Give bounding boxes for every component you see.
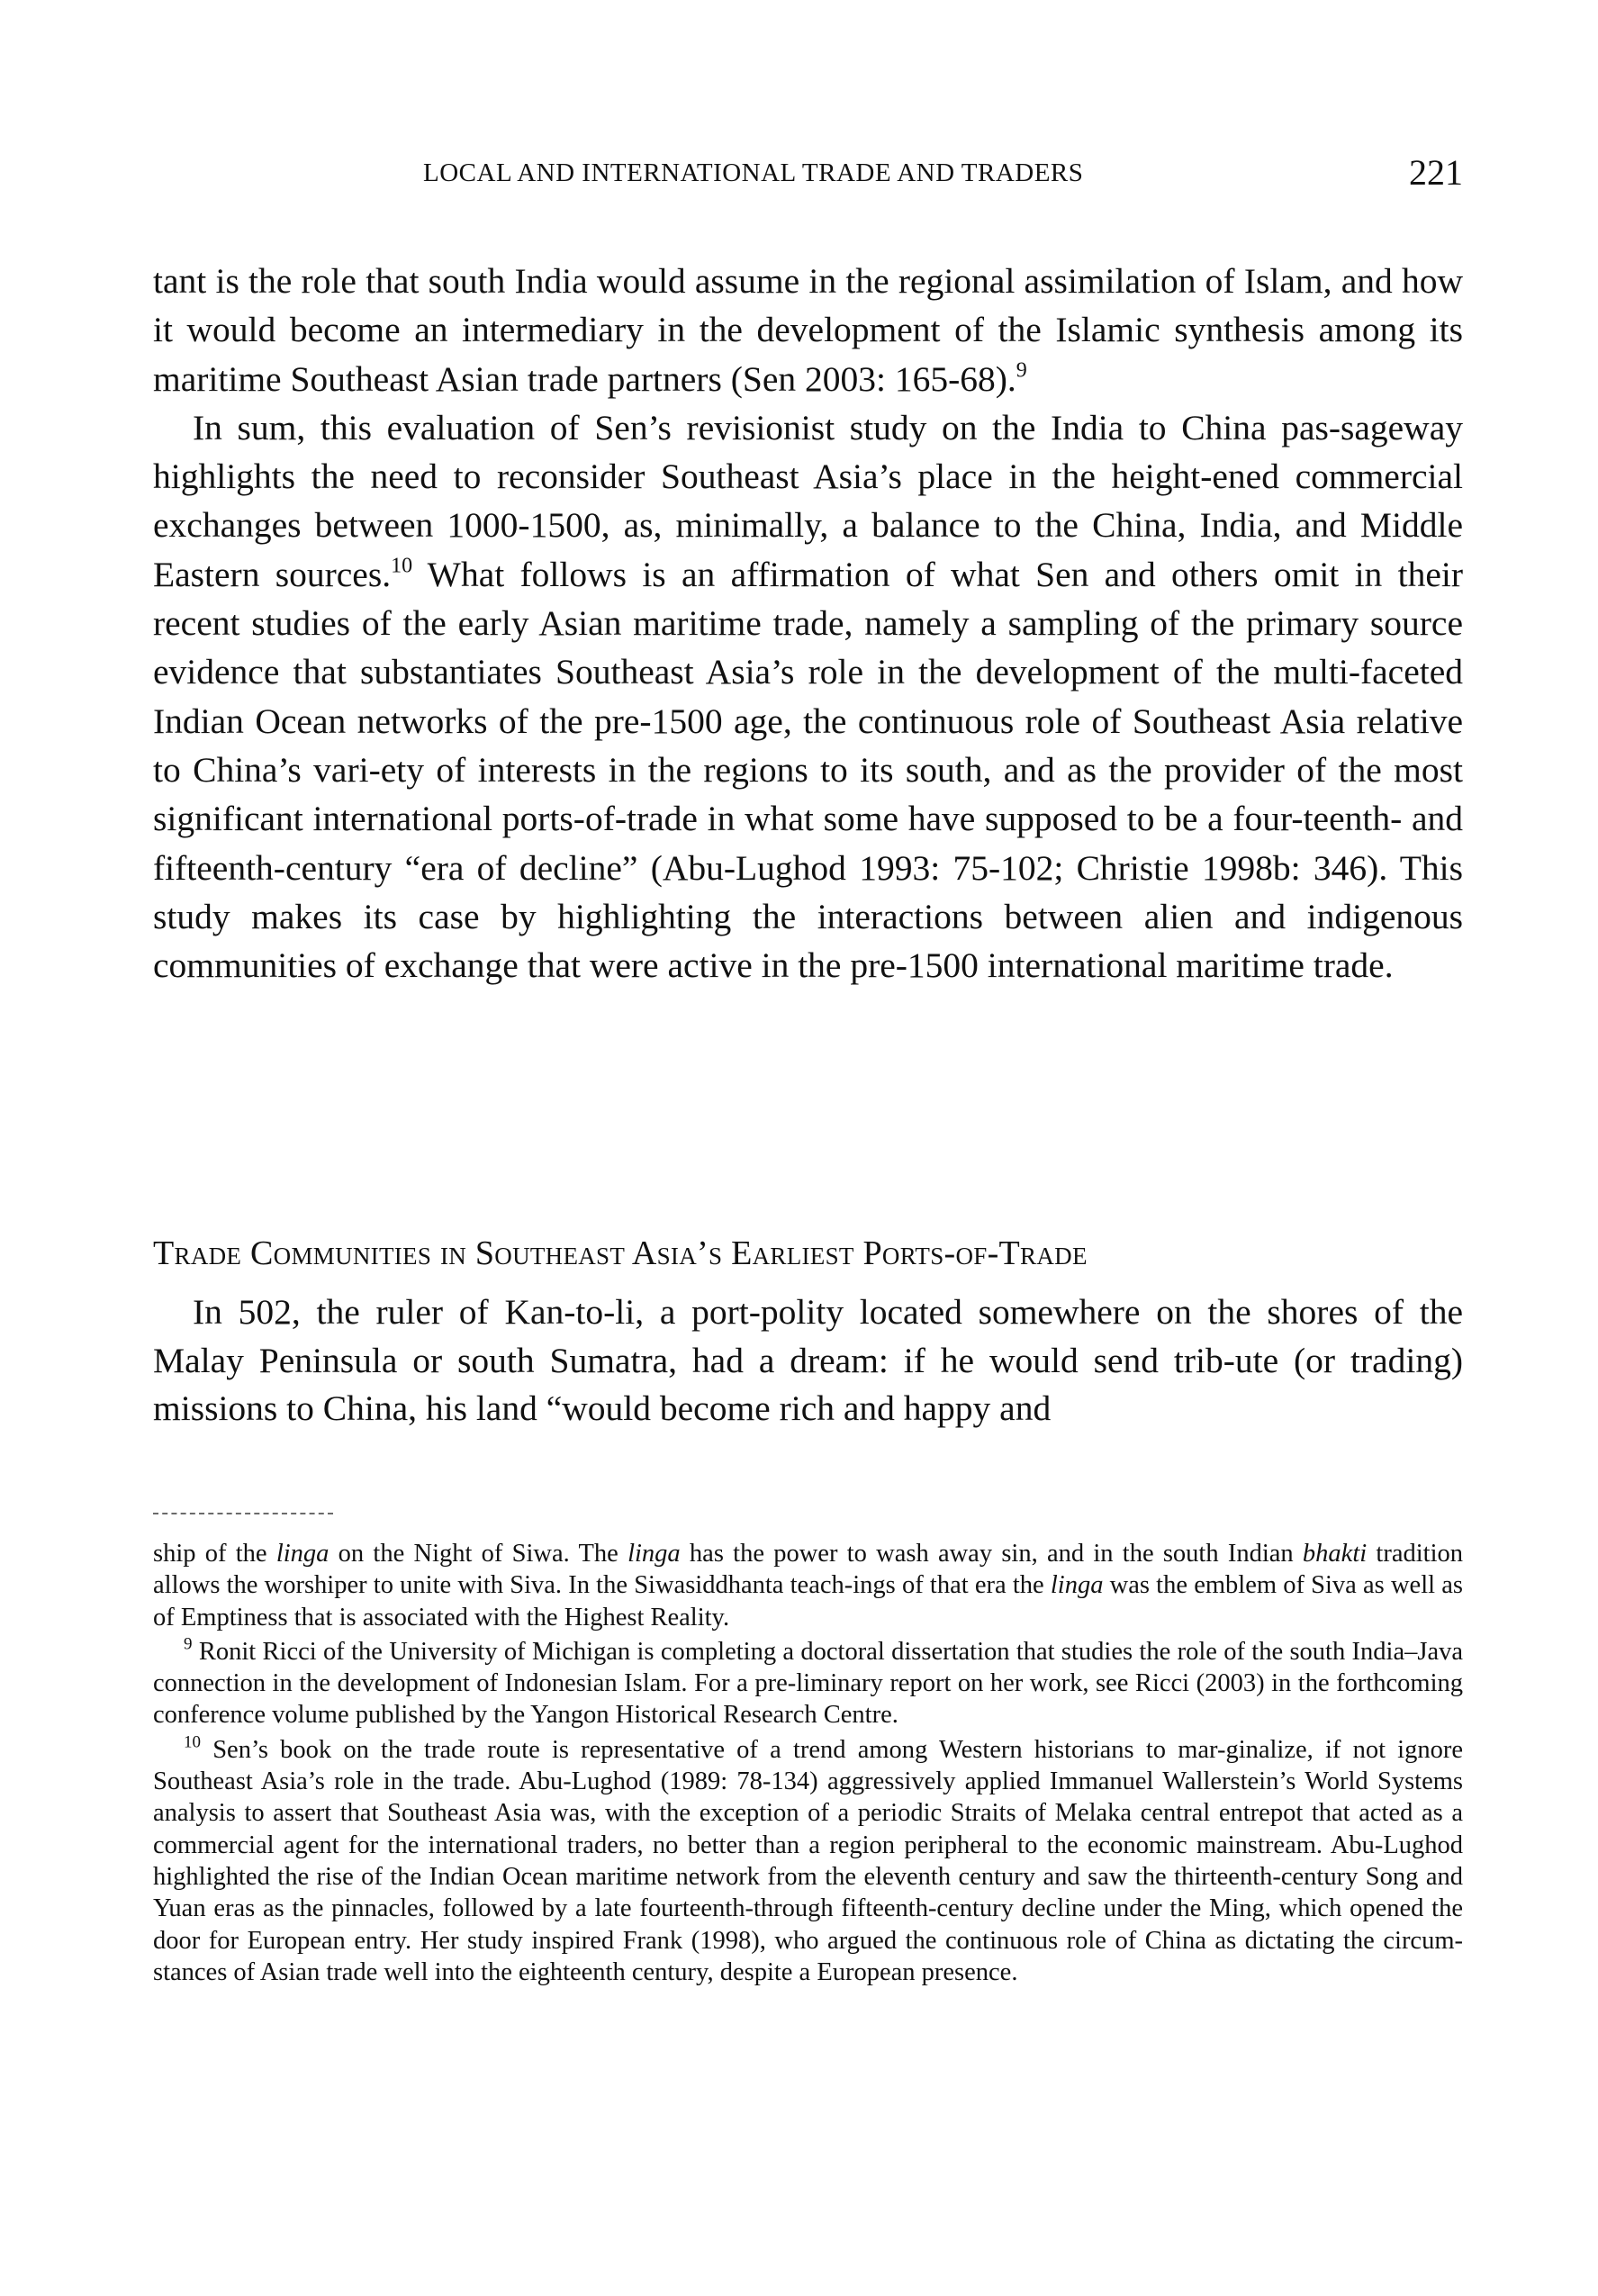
footnote-text: tradition allows the worshiper to unite with Siva. In the Siwasiddhanta teach-ings of that era the — [153, 1540, 1463, 1600]
footnote-continued — [153, 1538, 1463, 1633]
footnote-text: on the Night of Siwa. The — [329, 1540, 628, 1568]
footnote-text: Sen’s book on the trade route is representative of a trend among Western historians to mar-ginalize, if not ignore Southeast Asia’s role in the trade. Abu-Lughod (1989: 78-134) aggressively applied Immanuel Wallerstein’s World Systems analysis to assert that Southeast Asia was, with the exception of a periodic Straits of Melaka central entrepot that acted as a commercial agent for the international traders, no better than a region peripheral to the economic mainstream. Abu-Lughod highlighted the rise of the Indian Ocean maritime network from the eleventh century and saw the thirteenth-century Song and Yuan eras as the pinnacles, followed by a late fourteenth-through fifteenth-century decline under the Ming, which opened the door for European entry. Her study inspired Frank (1998), who argued the continuous role of China as dictating the circum-stances of Asian trade well into the eighteenth century, despite a European presence. — [153, 1735, 1463, 1986]
footnote-term: linga — [1050, 1571, 1104, 1600]
section-heading: Trade Communities in Southeast Asia’s Earliest Ports-of-Trade — [153, 1234, 1088, 1272]
paragraph-text: What follows is an affirmation of what Sen and others omit in their recent studies of the early Asian maritime trade, namely a sampling of the primary source evidence that substantiates Southeast Asia’s role in the development of the multi-faceted Indian Ocean networks of the pre-1500 age, the continuous role of Southeast Asia relative to China’s vari-ety of interests in the regions to its south, and as the provider of the most significant international ports-of-trade in what some have supposed to be a four-teenth- and fifteenth-century “era of decline” (Abu-Lughod 1993: 75-102; Christie 1998b: 346). This study makes its case by highlighting the interactions between alien and indigenous communities of exchange that were active in the pre-1500 international maritime trade. — [153, 554, 1463, 986]
footnote-term: linga — [627, 1540, 681, 1568]
paragraph: In 502, the ruler of Kan-to-li, a port-polity located somewhere on the shores of the Malay Peninsula or south Sumatra, had a dream: if he would send trib-ute (or trading) missions to China, his land “would become rich and happy and — [153, 1292, 1463, 1428]
footnote-text: was the emblem of Siva as well as of Emptiness that is associated with the Highest Reality. — [153, 1571, 1463, 1632]
paragraph-text: In sum, this evaluation of Sen’s revisionist study on the India to China pas-sageway highlights the need to reconsider Southeast Asia’s place in the height-ened commercial exchanges between 1000-1500, as, minimally, a balance to the China, India, and Middle Eastern sources. — [153, 407, 1463, 594]
footnote-ref-10[interactable]: 10 — [391, 554, 413, 578]
footnote-text: has the power to wash away sin, and in the south Indian — [680, 1540, 1303, 1568]
running-header — [153, 151, 1463, 205]
paragraph-text: tant is the role that south India would assume in the regional assimilation of Islam, and how it would become an intermediary in the development of the Islamic synthesis among its maritime Southeast Asian trade partners (Sen 2003: 165-68). — [153, 261, 1463, 399]
footnote-text: Ronit Ricci of the University of Michigan is completing a doctoral dissertation that studies the role of the south India–Java connection in the development of Indonesian Islam. For a pre-liminary report on her work, see Ricci (2003) in the forthcoming conference volume published by the Yangon Historical Research Centre. — [153, 1637, 1463, 1730]
footnotes — [153, 1538, 1463, 1991]
main-text — [153, 257, 1463, 990]
footnote-10 — [153, 1734, 1463, 1988]
running-title: LOCAL AND INTERNATIONAL TRADE AND TRADERS — [423, 158, 1084, 187]
paragraph — [153, 403, 1463, 990]
footnote-number: 9 — [184, 1634, 193, 1654]
footnote-number: 10 — [184, 1732, 201, 1752]
section-body — [153, 1288, 1463, 1433]
footnote-divider — [153, 1513, 333, 1514]
page-number: 221 — [1409, 152, 1463, 193]
paragraph-continued — [153, 257, 1463, 403]
footnote-ref-9[interactable]: 9 — [1016, 358, 1027, 382]
footnote-text: ship of the — [153, 1540, 276, 1568]
footnote-9 — [153, 1636, 1463, 1731]
footnote-term: bhakti — [1302, 1540, 1368, 1568]
footnote-term: linga — [275, 1540, 330, 1568]
